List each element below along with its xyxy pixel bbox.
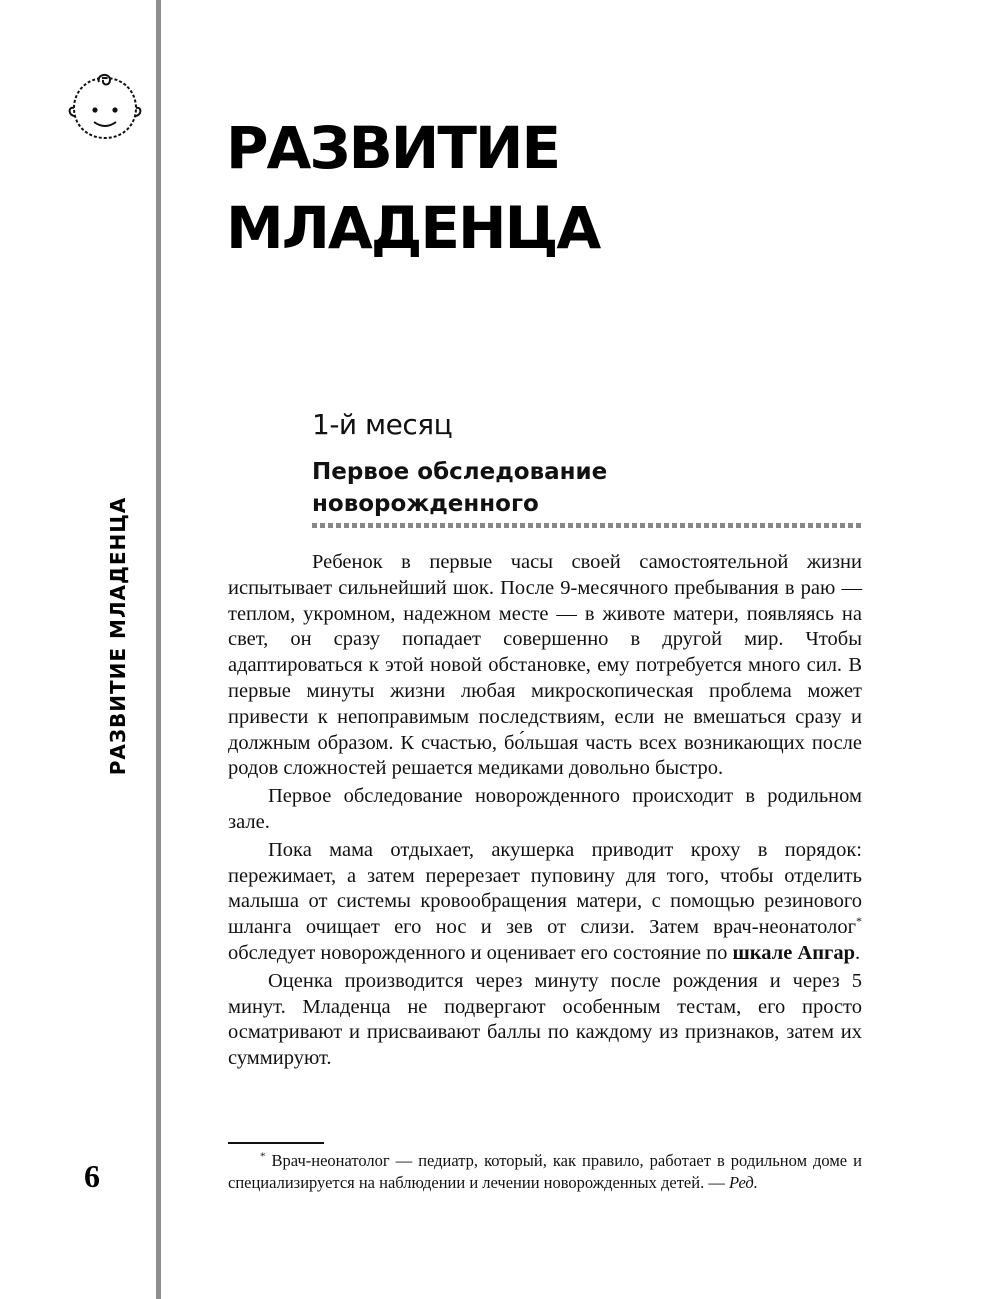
footnote-rule [228,1142,324,1144]
footnote-editor: Ред. [728,1173,758,1192]
footnote-reference: * [856,914,862,929]
paragraph-3-end: . [855,941,861,964]
apgar-scale-term: шкале Апгар [732,941,855,964]
running-header: РАЗВИТИЕ МЛАДЕНЦА [106,496,130,776]
paragraph-4: Оценка производится через минуту после рождения и через 5 минут. Младенца не подвергают особенным тестам, его просто осматривают и присваивают баллы по каждому из признаков, затем их суммируют. [228,969,862,1070]
section-heading-line-2: новорожденного [312,491,539,517]
chapter-title-line-1: РАЗВИТИЕ [226,114,560,182]
paragraph-1: Ребенок в первые часы своей самостоятельной жизни испытывает сильнейший шок. После 9-месячного пребывания в раю — теплом, укромном, надежном месте — в животе матери, появляясь на свет, он сразу попадает совершенно в другой мир. Чтобы адаптироваться к этой новой обстановке, ему потребуется много сил. В первые минуты жизни любая микроскопическая проблема может привести к непоправимым последствиям, если не вмешаться сразу и должным образом. К счастью, бо́льшая часть всех возникающих после родов сложностей решается медиками довольно быстро. [228,551,862,780]
margin-rule [156,0,161,1299]
section-heading [312,456,607,520]
paragraph-2: Первое обследование новорожденного происходит в родильном зале. [228,785,862,833]
month-subtitle: 1-й месяц [312,408,453,441]
paragraph-3 [228,838,862,967]
dotted-divider [312,523,862,528]
chapter-title-line-2: МЛАДЕНЦА [226,194,600,262]
footnote-text: Врач-неонатолог — педиатр, который, как правило, работает в родильном доме и специализируется на наблюдении и лечении новорожденных детей. — [228,1151,862,1192]
page-number: 6 [84,1158,100,1194]
footnote [228,1150,862,1194]
chapter-title [226,108,599,268]
footnote-marker: * [260,1150,266,1163]
baby-face-icon [66,72,144,144]
paragraph-3-text-a: Пока мама отдыхает, акушерка приводит кроху в порядок: пережимает, а затем перерезает пуповину для того, чтобы отделить малыша от системы кровообращения матери, с помощью резинового шланга очищает его нос и зев от слизи. Затем врач-неонатолог [228,838,862,939]
body-text [228,550,862,1074]
section-heading-line-1: Первое обследование [312,459,608,485]
paragraph-3-text-b: обследует новорожденного и оценивает его состояние по [228,941,733,964]
